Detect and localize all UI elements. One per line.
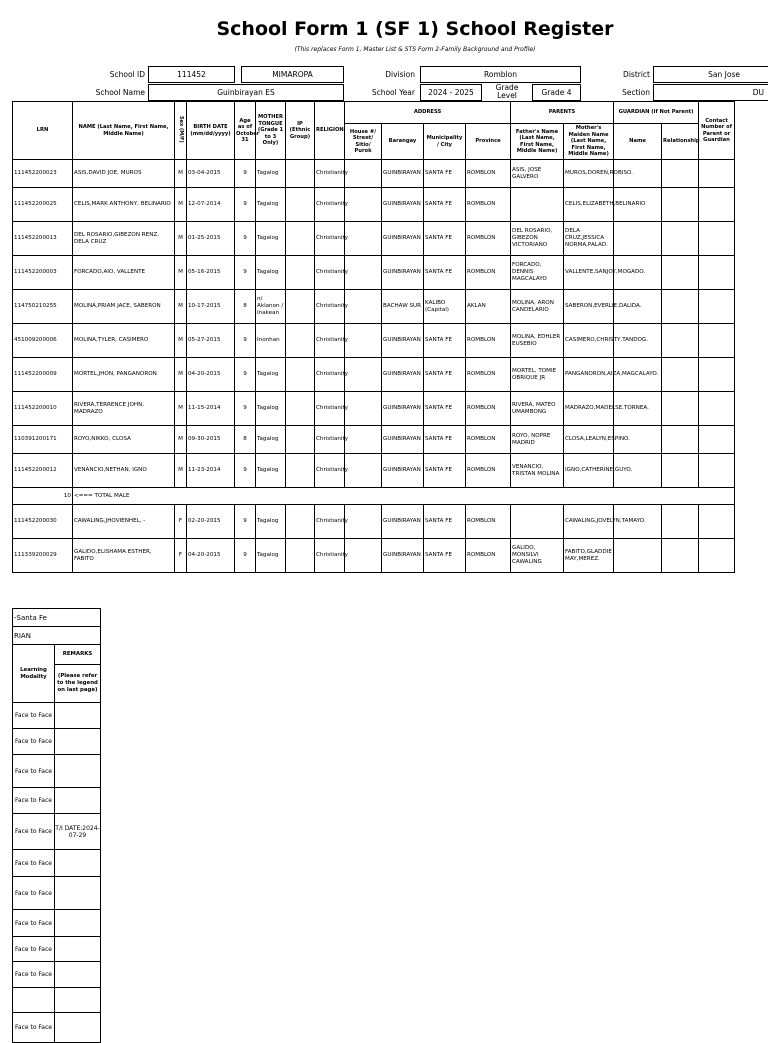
cell-age: 9	[235, 324, 256, 358]
cell-tongue: n/ Aklanon / Inakean	[256, 290, 286, 324]
cell-modality: Face to Face	[13, 877, 55, 910]
cell-contact	[699, 290, 735, 324]
cell-sex: M	[175, 188, 187, 222]
cell-contact	[699, 222, 735, 256]
cell-brgy: GUINBIRAYAN	[382, 160, 424, 188]
cell-prov: ROMBLON	[466, 426, 511, 454]
cell-brgy: GUINBIRAYAN	[382, 358, 424, 392]
cell-gname	[614, 539, 662, 573]
cell-prov: ROMBLON	[466, 222, 511, 256]
cell-mother: DELA CRUZ,JESSICA NORMA,PALAD.	[564, 222, 614, 256]
cell-sex: M	[175, 324, 187, 358]
school-id-label: School ID	[109, 70, 145, 79]
cell-house	[345, 160, 382, 188]
cell-father: MORTEL, TOMIE OBRIQUE JR	[511, 358, 564, 392]
cell-religion: Christianity	[315, 426, 345, 454]
page2-line2: RIAN	[13, 627, 101, 645]
table-row	[13, 324, 735, 358]
cell-mother: CAWALING,JOVELYN,TAMAYO.	[564, 505, 614, 539]
cell-grel	[662, 505, 699, 539]
cell-muni: SANTA FE	[424, 426, 466, 454]
cell-muni: SANTA FE	[424, 324, 466, 358]
cell-house	[345, 454, 382, 488]
table-row	[13, 358, 735, 392]
page-title: School Form 1 (SF 1) School Register	[216, 18, 614, 40]
cell-sex: M	[175, 454, 187, 488]
cell-father: FORCADO, DENNIS MAGCALAYO	[511, 256, 564, 290]
cell-ip	[286, 290, 315, 324]
header-guardian-relationship: Relationship	[662, 124, 699, 160]
cell-mother: PANGANORON,AIZA,MAGCALAYO.	[564, 358, 614, 392]
cell-prov: ROMBLON	[466, 324, 511, 358]
cell-remark	[55, 755, 101, 788]
cell-house	[345, 222, 382, 256]
cell-tongue: Tagalog	[256, 454, 286, 488]
header-mother-tongue: MOTHER TONGUE (Grade 1 to 3 Only)	[256, 102, 286, 160]
cell-prov: ROMBLON	[466, 256, 511, 290]
cell-name: GALIDO,ELISHAMA ESTHER, FABITO	[73, 539, 175, 573]
cell-ip	[286, 358, 315, 392]
cell-sex: M	[175, 222, 187, 256]
cell-muni: SANTA FE	[424, 358, 466, 392]
cell-grel	[662, 256, 699, 290]
cell-religion: Christianity	[315, 222, 345, 256]
header-parents: PARENTS	[511, 102, 614, 124]
cell-sex: M	[175, 256, 187, 290]
cell-religion: Christianity	[315, 505, 345, 539]
cell-contact	[699, 392, 735, 426]
cell-age: 9	[235, 222, 256, 256]
grade-level-label: Grade Level	[495, 83, 519, 100]
cell-grel	[662, 539, 699, 573]
cell-contact	[699, 426, 735, 454]
cell-tongue: Tagalog	[256, 358, 286, 392]
table-row	[13, 539, 735, 573]
cell-name: MOLINA,PRIAM JACE, SABERON	[73, 290, 175, 324]
cell-grel	[662, 290, 699, 324]
cell-sex: F	[175, 539, 187, 573]
cell-brgy: BACHAW SUR	[382, 290, 424, 324]
cell-remark	[55, 937, 101, 962]
cell-ip	[286, 392, 315, 426]
cell-ip	[286, 426, 315, 454]
cell-religion: Christianity	[315, 392, 345, 426]
cell-ip	[286, 454, 315, 488]
cell-tongue: Tagalog	[256, 426, 286, 454]
cell-lrn: 111452200012	[13, 454, 73, 488]
cell-lrn: 451009200006	[13, 324, 73, 358]
header-sex: Sex (M/F)	[175, 102, 187, 160]
table-row	[13, 454, 735, 488]
school-name-label: School Name	[95, 88, 145, 97]
cell-father: MOLINA, EDHLER EUSEBIO	[511, 324, 564, 358]
header-municipality: Municipality / City	[424, 124, 466, 160]
cell-remark	[55, 703, 101, 729]
cell-sex: M	[175, 426, 187, 454]
register-table	[12, 101, 735, 573]
school-year-field: 2024 - 2025	[420, 84, 482, 101]
cell-name: VENANCIO,NETHAN, IGNO	[73, 454, 175, 488]
table-row	[13, 426, 735, 454]
cell-lrn: 111339200029	[13, 539, 73, 573]
cell-remark	[55, 1013, 101, 1043]
cell-modality: Face to Face	[13, 937, 55, 962]
remarks-row	[13, 1013, 101, 1043]
cell-brgy: GUINBIRAYAN	[382, 188, 424, 222]
cell-father: RIVERA, MATEO UMAMBONG	[511, 392, 564, 426]
cell-contact	[699, 454, 735, 488]
header-birth-date: BIRTH DATE (mm/dd/yyyy)	[187, 102, 235, 160]
remarks-table	[12, 608, 101, 1043]
cell-lrn: 111452200009	[13, 358, 73, 392]
remarks-row	[13, 937, 101, 962]
cell-modality: Face to Face	[13, 1013, 55, 1043]
cell-remark	[55, 729, 101, 755]
cell-ip	[286, 505, 315, 539]
cell-contact	[699, 358, 735, 392]
cell-lrn: 111452200025	[13, 188, 73, 222]
cell-prov: ROMBLON	[466, 188, 511, 222]
cell-mother: CELIS,ELIZABETH,BELINARIO	[564, 188, 614, 222]
cell-sex: M	[175, 392, 187, 426]
cell-grel	[662, 454, 699, 488]
cell-age: 9	[235, 160, 256, 188]
cell-modality: Face to Face	[13, 788, 55, 814]
table-row	[13, 160, 735, 188]
cell-father: ROYO, NOPRE MADRID	[511, 426, 564, 454]
cell-religion: Christianity	[315, 188, 345, 222]
cell-remark: T/I DATE:2024-07-29	[55, 814, 101, 850]
total-male-count: 10	[13, 488, 73, 505]
cell-tongue: Tagalog	[256, 392, 286, 426]
cell-name: FORCADO,AIO, VALLENTE	[73, 256, 175, 290]
header-remarks-note: (Please refer to the legend on last page)	[55, 665, 101, 703]
cell-prov: ROMBLON	[466, 358, 511, 392]
cell-bdate: 04-20-2015	[187, 539, 235, 573]
cell-bdate: 02-20-2015	[187, 505, 235, 539]
cell-tongue: Tagalog	[256, 188, 286, 222]
school-name-field: Guinbirayan ES	[148, 84, 344, 101]
cell-father: GALIDO, MONSILVI CAWALING	[511, 539, 564, 573]
cell-muni: KALIBO (Capital)	[424, 290, 466, 324]
cell-prov: ROMBLON	[466, 454, 511, 488]
cell-modality: Face to Face	[13, 962, 55, 988]
cell-bdate: 03-04-2015	[187, 160, 235, 188]
cell-remark	[55, 788, 101, 814]
cell-bdate: 01-25-2015	[187, 222, 235, 256]
cell-muni: SANTA FE	[424, 160, 466, 188]
cell-tongue: Tagalog	[256, 160, 286, 188]
cell-age: 9	[235, 505, 256, 539]
cell-name: DEL ROSARIO,GIBEZON RENZ, DELA CRUZ	[73, 222, 175, 256]
header-province: Province	[466, 124, 511, 160]
cell-remark	[55, 850, 101, 877]
remarks-row	[13, 877, 101, 910]
cell-brgy: GUINBIRAYAN	[382, 392, 424, 426]
remarks-row	[13, 850, 101, 877]
cell-mother: MADRAZO,MADELSE,TORNEA.	[564, 392, 614, 426]
cell-religion: Christianity	[315, 324, 345, 358]
cell-bdate: 09-30-2015	[187, 426, 235, 454]
cell-prov: ROMBLON	[466, 160, 511, 188]
remarks-row	[13, 962, 101, 988]
remarks-row	[13, 988, 101, 1013]
cell-name: ASIS,DAVID JOE, MUROS	[73, 160, 175, 188]
cell-grel	[662, 426, 699, 454]
cell-house	[345, 505, 382, 539]
cell-father: VENANCIO, TRISTAN MOLINA	[511, 454, 564, 488]
cell-mother: VALLENTE,SANJOY,MOGADO.	[564, 256, 614, 290]
cell-brgy: GUINBIRAYAN	[382, 505, 424, 539]
cell-muni: SANTA FE	[424, 256, 466, 290]
cell-ip	[286, 160, 315, 188]
cell-sex: M	[175, 358, 187, 392]
header-barangay: Barangay	[382, 124, 424, 160]
cell-ip	[286, 324, 315, 358]
cell-modality: Face to Face	[13, 755, 55, 788]
page2-line1: -Santa Fe	[13, 609, 101, 627]
cell-house	[345, 426, 382, 454]
cell-age: 9	[235, 256, 256, 290]
cell-tongue: Inonhan	[256, 324, 286, 358]
cell-prov: AKLAN	[466, 290, 511, 324]
cell-ip	[286, 222, 315, 256]
cell-modality: Face to Face	[13, 910, 55, 937]
cell-father: MOLINA, ARON CANDELARIO	[511, 290, 564, 324]
remarks-row	[13, 788, 101, 814]
cell-modality: Face to Face	[13, 814, 55, 850]
header-guardian: GUARDIAN (if Not Parent)	[614, 102, 699, 124]
division-label: Division	[385, 70, 415, 79]
cell-mother: SABERON,EVERLIE,DALIDA.	[564, 290, 614, 324]
cell-ip	[286, 188, 315, 222]
table-row	[13, 188, 735, 222]
cell-brgy: GUINBIRAYAN	[382, 324, 424, 358]
header-ip: IP (Ethnic Group)	[286, 102, 315, 160]
header-contact: Contact Number of Parent or Guardian	[699, 102, 735, 160]
cell-age: 9	[235, 188, 256, 222]
cell-father	[511, 188, 564, 222]
cell-house	[345, 358, 382, 392]
cell-lrn: 111452200003	[13, 256, 73, 290]
cell-father: DEL ROSARIO, GIBEZON VICTORIANO	[511, 222, 564, 256]
cell-modality: Face to Face	[13, 729, 55, 755]
section-field: DU	[653, 84, 768, 101]
cell-brgy: GUINBIRAYAN	[382, 426, 424, 454]
cell-father	[511, 505, 564, 539]
cell-tongue: Tagalog	[256, 539, 286, 573]
cell-bdate: 12-07-2014	[187, 188, 235, 222]
district-label: District	[623, 70, 650, 79]
school-id-field: 111452	[148, 66, 235, 83]
cell-age: 9	[235, 358, 256, 392]
cell-lrn: 111452200010	[13, 392, 73, 426]
page-subtitle: (This replaces Form 1, Master List & STS Form 2-Family Background and Profile)	[294, 46, 536, 53]
cell-lrn: 111452200013	[13, 222, 73, 256]
cell-house	[345, 324, 382, 358]
table-row	[13, 222, 735, 256]
remarks-row	[13, 755, 101, 788]
table-row	[13, 256, 735, 290]
cell-contact	[699, 256, 735, 290]
cell-religion: Christianity	[315, 454, 345, 488]
cell-prov: ROMBLON	[466, 505, 511, 539]
cell-grel	[662, 324, 699, 358]
cell-contact	[699, 505, 735, 539]
header-age: Age as of October 31	[235, 102, 256, 160]
cell-bdate: 05-16-2015	[187, 256, 235, 290]
cell-age: 9	[235, 539, 256, 573]
cell-house	[345, 188, 382, 222]
cell-prov: ROMBLON	[466, 392, 511, 426]
cell-modality: Face to Face	[13, 850, 55, 877]
cell-prov: ROMBLON	[466, 539, 511, 573]
cell-lrn: 110391200171	[13, 426, 73, 454]
cell-bdate: 04-20-2015	[187, 358, 235, 392]
cell-ip	[286, 256, 315, 290]
cell-age: 9	[235, 454, 256, 488]
cell-bdate: 05-27-2015	[187, 324, 235, 358]
remarks-row	[13, 814, 101, 850]
region-field: MIMAROPA	[241, 66, 344, 83]
total-male-label: <=== TOTAL MALE	[73, 488, 735, 505]
cell-house	[345, 290, 382, 324]
header-remarks: REMARKS	[55, 645, 101, 665]
cell-muni: SANTA FE	[424, 454, 466, 488]
cell-lrn: 111452200023	[13, 160, 73, 188]
cell-house	[345, 392, 382, 426]
cell-contact	[699, 539, 735, 573]
header-father: Father's Name (Last Name, First Name, Middle Name)	[511, 124, 564, 160]
cell-remark	[55, 877, 101, 910]
table-row	[13, 505, 735, 539]
remarks-row	[13, 729, 101, 755]
header-religion: RELIGION	[315, 102, 345, 160]
cell-bdate: 11-15-2014	[187, 392, 235, 426]
cell-modality	[13, 988, 55, 1013]
header-name: NAME (Last Name, First Name, Middle Name)	[73, 102, 175, 160]
cell-remark	[55, 962, 101, 988]
header-guardian-name: Name	[614, 124, 662, 160]
cell-name: MORTEL,JHON, PANGANORON	[73, 358, 175, 392]
cell-contact	[699, 188, 735, 222]
cell-modality: Face to Face	[13, 703, 55, 729]
cell-ip	[286, 539, 315, 573]
grade-level-field: Grade 4	[532, 84, 581, 101]
header-house: House #/ Street/ Sitio/ Purok	[345, 124, 382, 160]
cell-name: RIVERA,TERRENCE JOHN, MADRAZO	[73, 392, 175, 426]
table-row	[13, 290, 735, 324]
total-male-row	[13, 488, 735, 505]
cell-religion: Christianity	[315, 539, 345, 573]
cell-muni: SANTA FE	[424, 392, 466, 426]
district-field: San Jose	[653, 66, 768, 83]
cell-name: CELIS,MARK ANTHONY, BELINARIO	[73, 188, 175, 222]
cell-sex: F	[175, 505, 187, 539]
cell-brgy: GUINBIRAYAN	[382, 539, 424, 573]
cell-lrn: 111452200030	[13, 505, 73, 539]
cell-grel	[662, 222, 699, 256]
cell-bdate: 10-17-2015	[187, 290, 235, 324]
table-row	[13, 392, 735, 426]
section-label: Section	[622, 88, 650, 97]
cell-grel	[662, 188, 699, 222]
cell-mother: CLOSA,LEALYN,ESPINO.	[564, 426, 614, 454]
cell-religion: Christianity	[315, 290, 345, 324]
cell-gname	[614, 222, 662, 256]
header-address: ADDRESS	[345, 102, 511, 124]
cell-muni: SANTA FE	[424, 188, 466, 222]
cell-remark	[55, 910, 101, 937]
cell-contact	[699, 160, 735, 188]
cell-religion: Christianity	[315, 160, 345, 188]
cell-grel	[662, 358, 699, 392]
cell-mother: MUROS,DOREN,ROBISO.	[564, 160, 614, 188]
cell-remark	[55, 988, 101, 1013]
cell-name: CAWALING,JHOVIENHEL, -	[73, 505, 175, 539]
remarks-row	[13, 910, 101, 937]
cell-name: MOLINA,TYLER, CASIMERO	[73, 324, 175, 358]
division-field: Romblon	[420, 66, 581, 83]
cell-grel	[662, 392, 699, 426]
cell-mother: IGNO,CATHERINE,GUYO.	[564, 454, 614, 488]
cell-mother: CASIMERO,CHRISTY,TANDOG.	[564, 324, 614, 358]
header-lrn: LRN	[13, 102, 73, 160]
cell-muni: SANTA FE	[424, 505, 466, 539]
cell-name: ROYO,NIKKO, CLOSA	[73, 426, 175, 454]
cell-tongue: Tagalog	[256, 222, 286, 256]
remarks-row	[13, 703, 101, 729]
cell-muni: SANTA FE	[424, 539, 466, 573]
cell-religion: Christianity	[315, 256, 345, 290]
school-year-label: School Year	[371, 88, 415, 97]
cell-house	[345, 256, 382, 290]
cell-sex: M	[175, 290, 187, 324]
cell-muni: SANTA FE	[424, 222, 466, 256]
cell-contact	[699, 324, 735, 358]
cell-sex: M	[175, 160, 187, 188]
cell-tongue: Tagalog	[256, 505, 286, 539]
cell-age: 9	[235, 392, 256, 426]
cell-mother: FABITO,GLADDIE MAY,MEREZ.	[564, 539, 614, 573]
cell-house	[345, 539, 382, 573]
cell-father: ASIS, JOSE GALVERO	[511, 160, 564, 188]
cell-age: 8	[235, 290, 256, 324]
cell-grel	[662, 160, 699, 188]
cell-religion: Christianity	[315, 358, 345, 392]
header-learning-modality: Learning Modality	[13, 645, 55, 703]
cell-lrn: 114750210255	[13, 290, 73, 324]
cell-tongue: Tagalog	[256, 256, 286, 290]
header-mother: Mother's Maiden Name (Last Name, First Name, Middle Name)	[564, 124, 614, 160]
cell-brgy: GUINBIRAYAN	[382, 222, 424, 256]
cell-bdate: 11-23-2014	[187, 454, 235, 488]
cell-brgy: GUINBIRAYAN	[382, 454, 424, 488]
cell-age: 8	[235, 426, 256, 454]
cell-brgy: GUINBIRAYAN	[382, 256, 424, 290]
